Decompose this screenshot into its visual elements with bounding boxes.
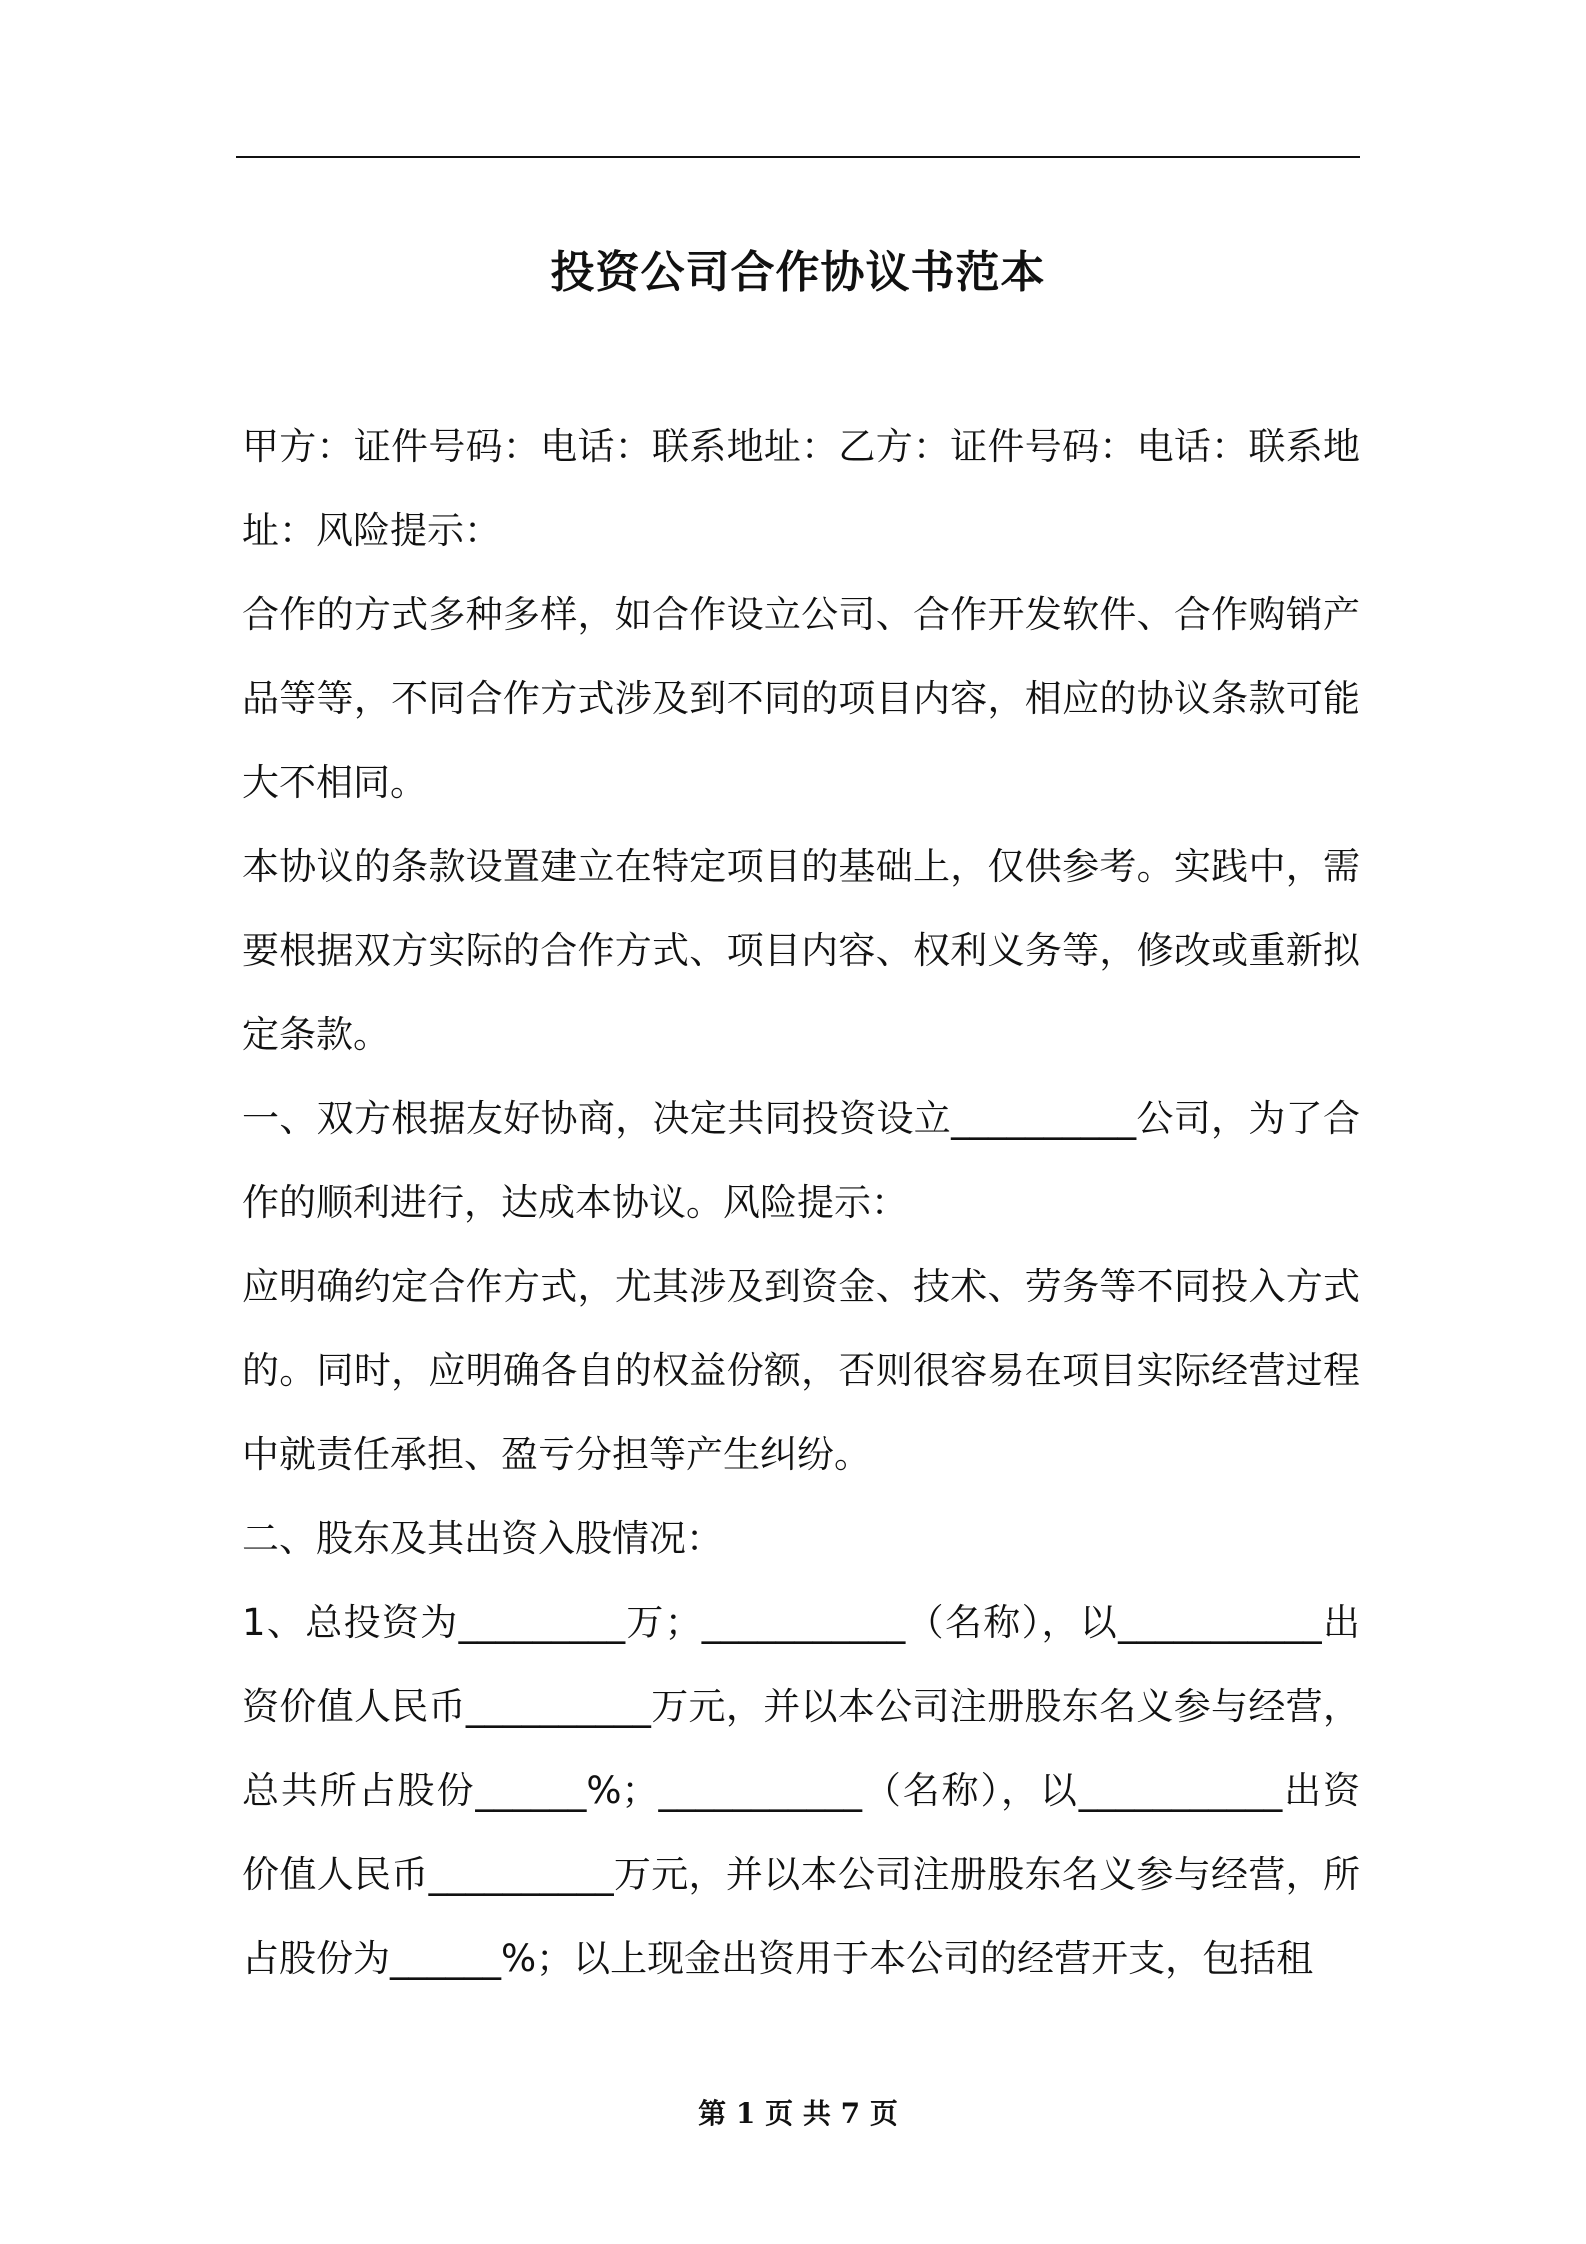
paragraph-reference-note: 本协议的条款设置建立在特定项目的基础上，仅供参考。实践中，需要根据双方实际的合作方式、项目内容、权利义务等，修改或重新拟定条款。 (242, 845, 1360, 1056)
paragraph-investment-details: 1、总投资为_________万；___________（名称），以___________出资价值人民币__________万元，并以本公司注册股东名义参与经营，总共所占股份______%；___________（名称），以___________出资价值人民币__________万元，并以本公司注册股东名义参与经营，所占股份为______%；以上现金出资用于本公司的经营开支，包括租 (242, 1601, 1361, 1980)
paragraph-risk-notice: 应明确约定合作方式，尤其涉及到资金、技术、劳务等不同投入方式的。同时，应明确各自的权益份额，否则很容易在项目实际经营过程中就责任承担、盈亏分担等产生纠纷。 (242, 1265, 1360, 1476)
document-title: 投资公司合作协议书范本 (550, 247, 1046, 299)
paragraph-parties: 甲方：证件号码：电话：联系地址：乙方：证件号码：电话：联系地址：风险提示： (242, 425, 1360, 552)
paragraph-clause-two-heading: 二、股东及其出资入股情况： (242, 1517, 723, 1560)
paragraph-clause-one: 一、双方根据友好协商，决定共同投资设立__________公司，为了合作的顺利进行，达成本协议。风险提示： (242, 1097, 1360, 1224)
paragraph-cooperation-methods: 合作的方式多种多样，如合作设立公司、合作开发软件、合作购销产品等等，不同合作方式涉及到不同的项目内容，相应的协议条款可能大不相同。 (242, 593, 1360, 804)
document-body (242, 405, 1360, 2001)
page-number: 第 1 页 共 7 页 (698, 2097, 898, 2130)
header-rule (236, 156, 1360, 158)
